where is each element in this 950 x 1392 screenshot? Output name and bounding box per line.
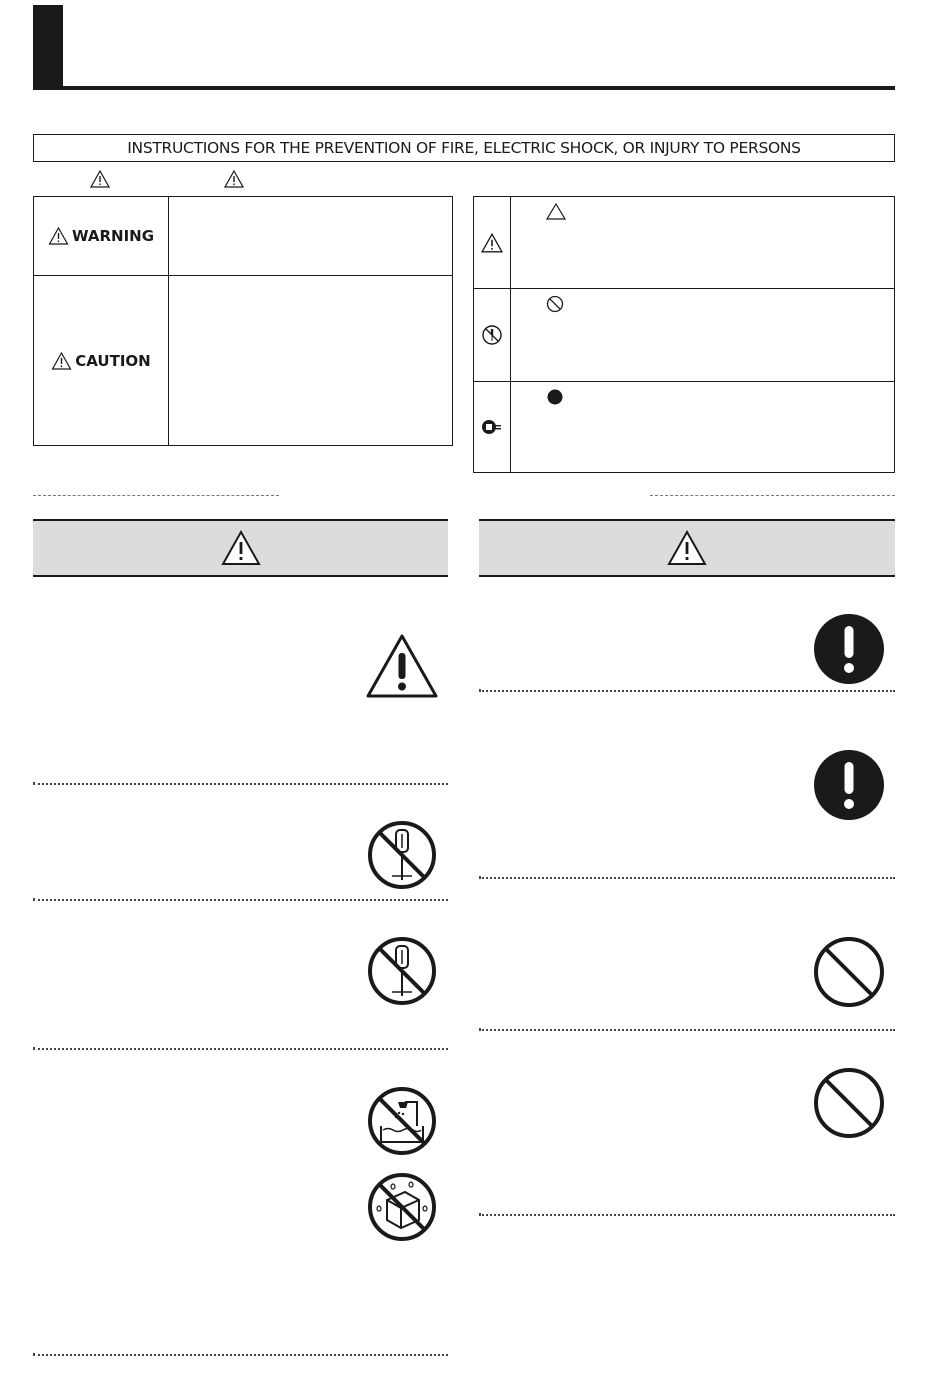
alert-symbol-cell xyxy=(474,197,511,288)
header-rule xyxy=(33,86,895,90)
item-separator xyxy=(33,899,448,901)
no-liquid-on-unit-icon xyxy=(365,1172,439,1242)
item-separator xyxy=(479,877,895,879)
header-block xyxy=(33,5,63,90)
banner-title: INSTRUCTIONS FOR THE PREVENTION OF FIRE, ELECTRIC SHOCK, OR INJURY TO PERSONS xyxy=(127,139,801,157)
warning-label: WARNING xyxy=(71,227,155,245)
no-disassembly-icon xyxy=(365,936,439,1006)
instructions-banner xyxy=(33,134,895,162)
item-separator xyxy=(33,783,448,785)
filled-circle-icon xyxy=(546,388,564,406)
item-separator xyxy=(479,690,895,692)
empty-triangle-icon xyxy=(546,203,566,220)
warning-triangle-icon xyxy=(90,170,110,188)
dashed-divider xyxy=(650,495,895,496)
caution-row xyxy=(34,276,452,445)
symbol-legend-table xyxy=(473,196,895,473)
unplug-icon xyxy=(481,417,503,437)
prohibited-circle-icon xyxy=(812,1067,886,1139)
warning-triangle-icon xyxy=(481,233,503,253)
warning-triangle-icon xyxy=(221,530,261,566)
no-disassembly-icon xyxy=(481,324,503,346)
dashed-divider xyxy=(33,495,279,496)
warning-label-cell xyxy=(34,197,169,275)
warning-triangle-icon xyxy=(51,352,72,370)
warning-row xyxy=(34,197,452,276)
caution-label-cell xyxy=(34,276,169,445)
warning-triangle-icon xyxy=(224,170,244,188)
warning-triangle-icon xyxy=(667,530,707,566)
item-separator xyxy=(33,1354,448,1356)
item-separator xyxy=(479,1029,895,1031)
warning-triangle-icon xyxy=(365,633,439,699)
alert-symbol-row xyxy=(474,197,894,289)
prohibited-circle-icon xyxy=(546,295,564,313)
hazard-level-table xyxy=(33,196,453,446)
item-separator xyxy=(33,1048,448,1050)
no-disassembly-icon xyxy=(365,820,439,890)
caution-section-header xyxy=(479,519,895,577)
caution-label: CAUTION xyxy=(75,351,151,370)
mandatory-symbol-row xyxy=(474,382,894,472)
warning-triangle-icon xyxy=(48,227,69,245)
no-water-icon xyxy=(365,1086,439,1156)
prohibited-symbol-row xyxy=(474,289,894,382)
warning-section-header xyxy=(33,519,448,577)
mandatory-symbol-cell xyxy=(474,382,511,472)
exclamation-circle-icon xyxy=(812,748,886,822)
prohibited-symbol-cell xyxy=(474,289,511,381)
prohibited-circle-icon xyxy=(812,936,886,1008)
exclamation-circle-icon xyxy=(812,612,886,686)
item-separator xyxy=(479,1214,895,1216)
